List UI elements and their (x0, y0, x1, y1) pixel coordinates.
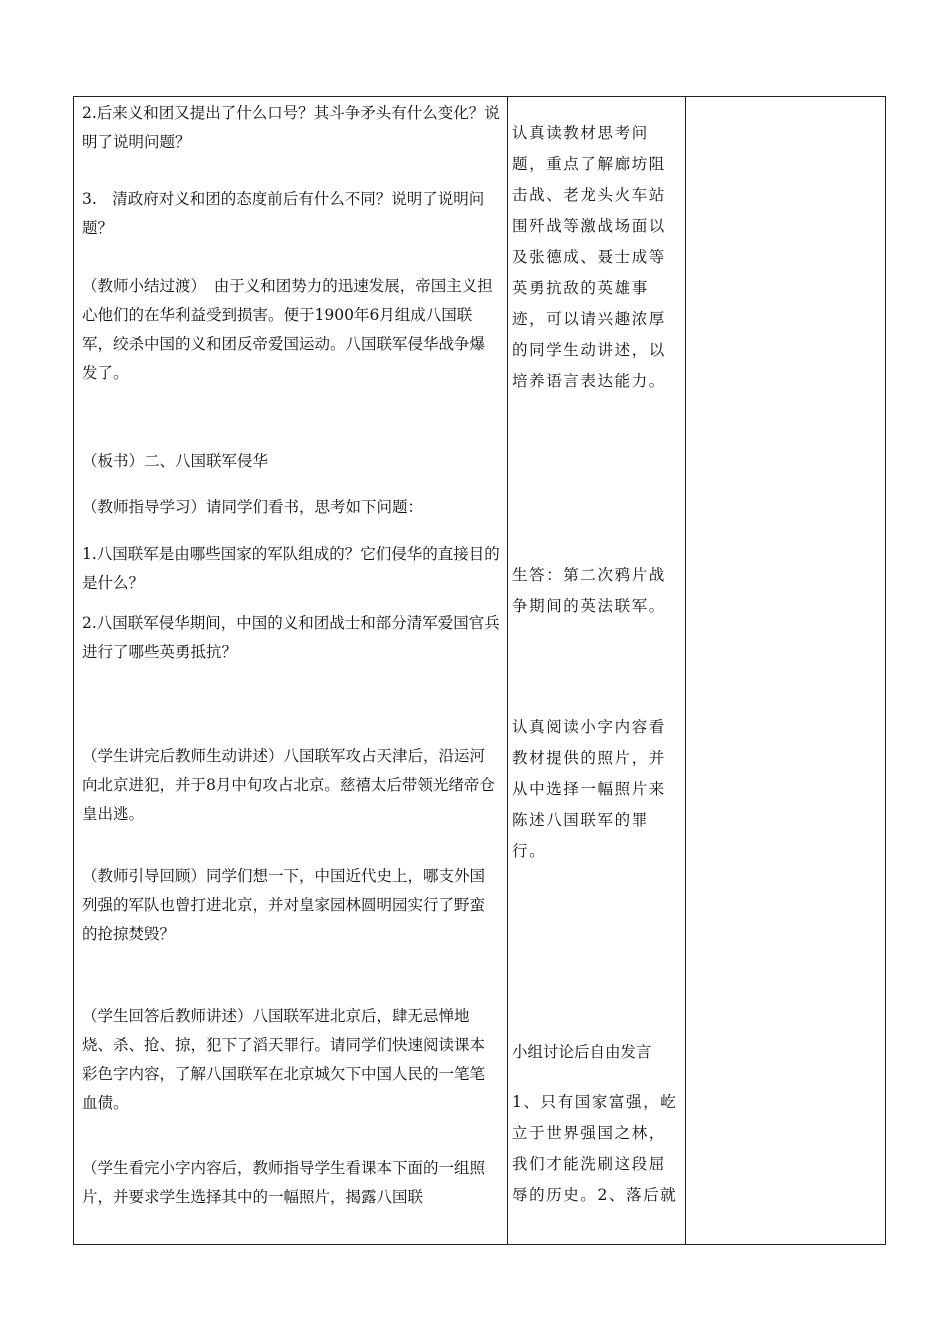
student-activity-column (512, 97, 680, 1244)
board-heading: （板书）二、八国联军侵华 (82, 452, 269, 470)
teacher-narration: （学生讲完后教师生动讲述）八国联军攻占天津后，沿运河向北京进犯，并于8月中旬攻占北京。慈禧太后带领光绪帝仓皇出逃。 (82, 747, 495, 823)
question-b1: 1.八国联军是由哪些国家的军队组成的？它们侵华的直接目的是什么？ (82, 545, 500, 592)
teacher-explanation: （学生回答后教师讲述）八国联军进北京后，肆无忌惮地烧、杀、抢、掠，犯下了滔天罪行。请同学们快速阅读课本彩色字内容，了解八国联军在北京城欠下中国人民的一笔笔血债。 (82, 1007, 486, 1112)
photo-activity: （学生看完小字内容后，教师指导学生看课本下面的一组照片，并要求学生选择其中的一幅照片，揭露八国联 (82, 1159, 486, 1206)
student-note-2: 生答：第二次鸦片战争期间的英法联军。 (512, 566, 666, 615)
column-divider-1 (507, 97, 508, 1244)
teacher-review: （教师引导回顾）同学们想一下，中国近代史上，哪支外国列强的军队也曾打进北京，并对皇家园林圆明园实行了野蛮的抢掠焚毁？ (82, 867, 486, 943)
teacher-activity-column (82, 97, 500, 1244)
teacher-guidance: （教师指导学习）请同学们看书，思考如下问题： (82, 498, 424, 516)
student-note-4: 小组讨论后自由发言 (512, 1043, 652, 1061)
student-note-1: 认真读教材思考问题，重点了解廊坊阻击战、老龙头火车站围歼战等激战场面以及张德成、聂士成等英勇抗敌的英雄事迹，可以请兴趣浓厚的同学生动讲述，以培养语言表达能力。 (512, 124, 666, 390)
notes-column (688, 97, 884, 1244)
column-divider-2 (685, 97, 686, 1244)
lesson-table (73, 96, 886, 1245)
question-2: 2.后来义和团又提出了什么口号？其斗争矛头有什么变化？说明了说明问题？ (82, 104, 500, 151)
teacher-transition: （教师小结过渡） 由于义和团势力的迅速发展，帝国主义担心他们的在华利益受到损害。便于1900年6月组成八国联军，绞杀中国的义和团反帝爱国运动。八国联军侵华战争爆发了。 (82, 277, 493, 382)
student-note-3: 认真阅读小字内容看教材提供的照片，并从中选择一幅照片来陈述八国联军的罪行。 (512, 718, 666, 860)
student-note-5: 1、只有国家富强，屹立于世界强国之林，我们才能洗刷这段屈辱的历史。2、落后就 (512, 1093, 678, 1204)
question-b2: 2.八国联军侵华期间，中国的义和团战士和部分清军爱国官兵进行了哪些英勇抵抗？ (82, 614, 500, 661)
question-3: 3. 清政府对义和团的态度前后有什么不同？说明了说明问题？ (82, 190, 485, 237)
